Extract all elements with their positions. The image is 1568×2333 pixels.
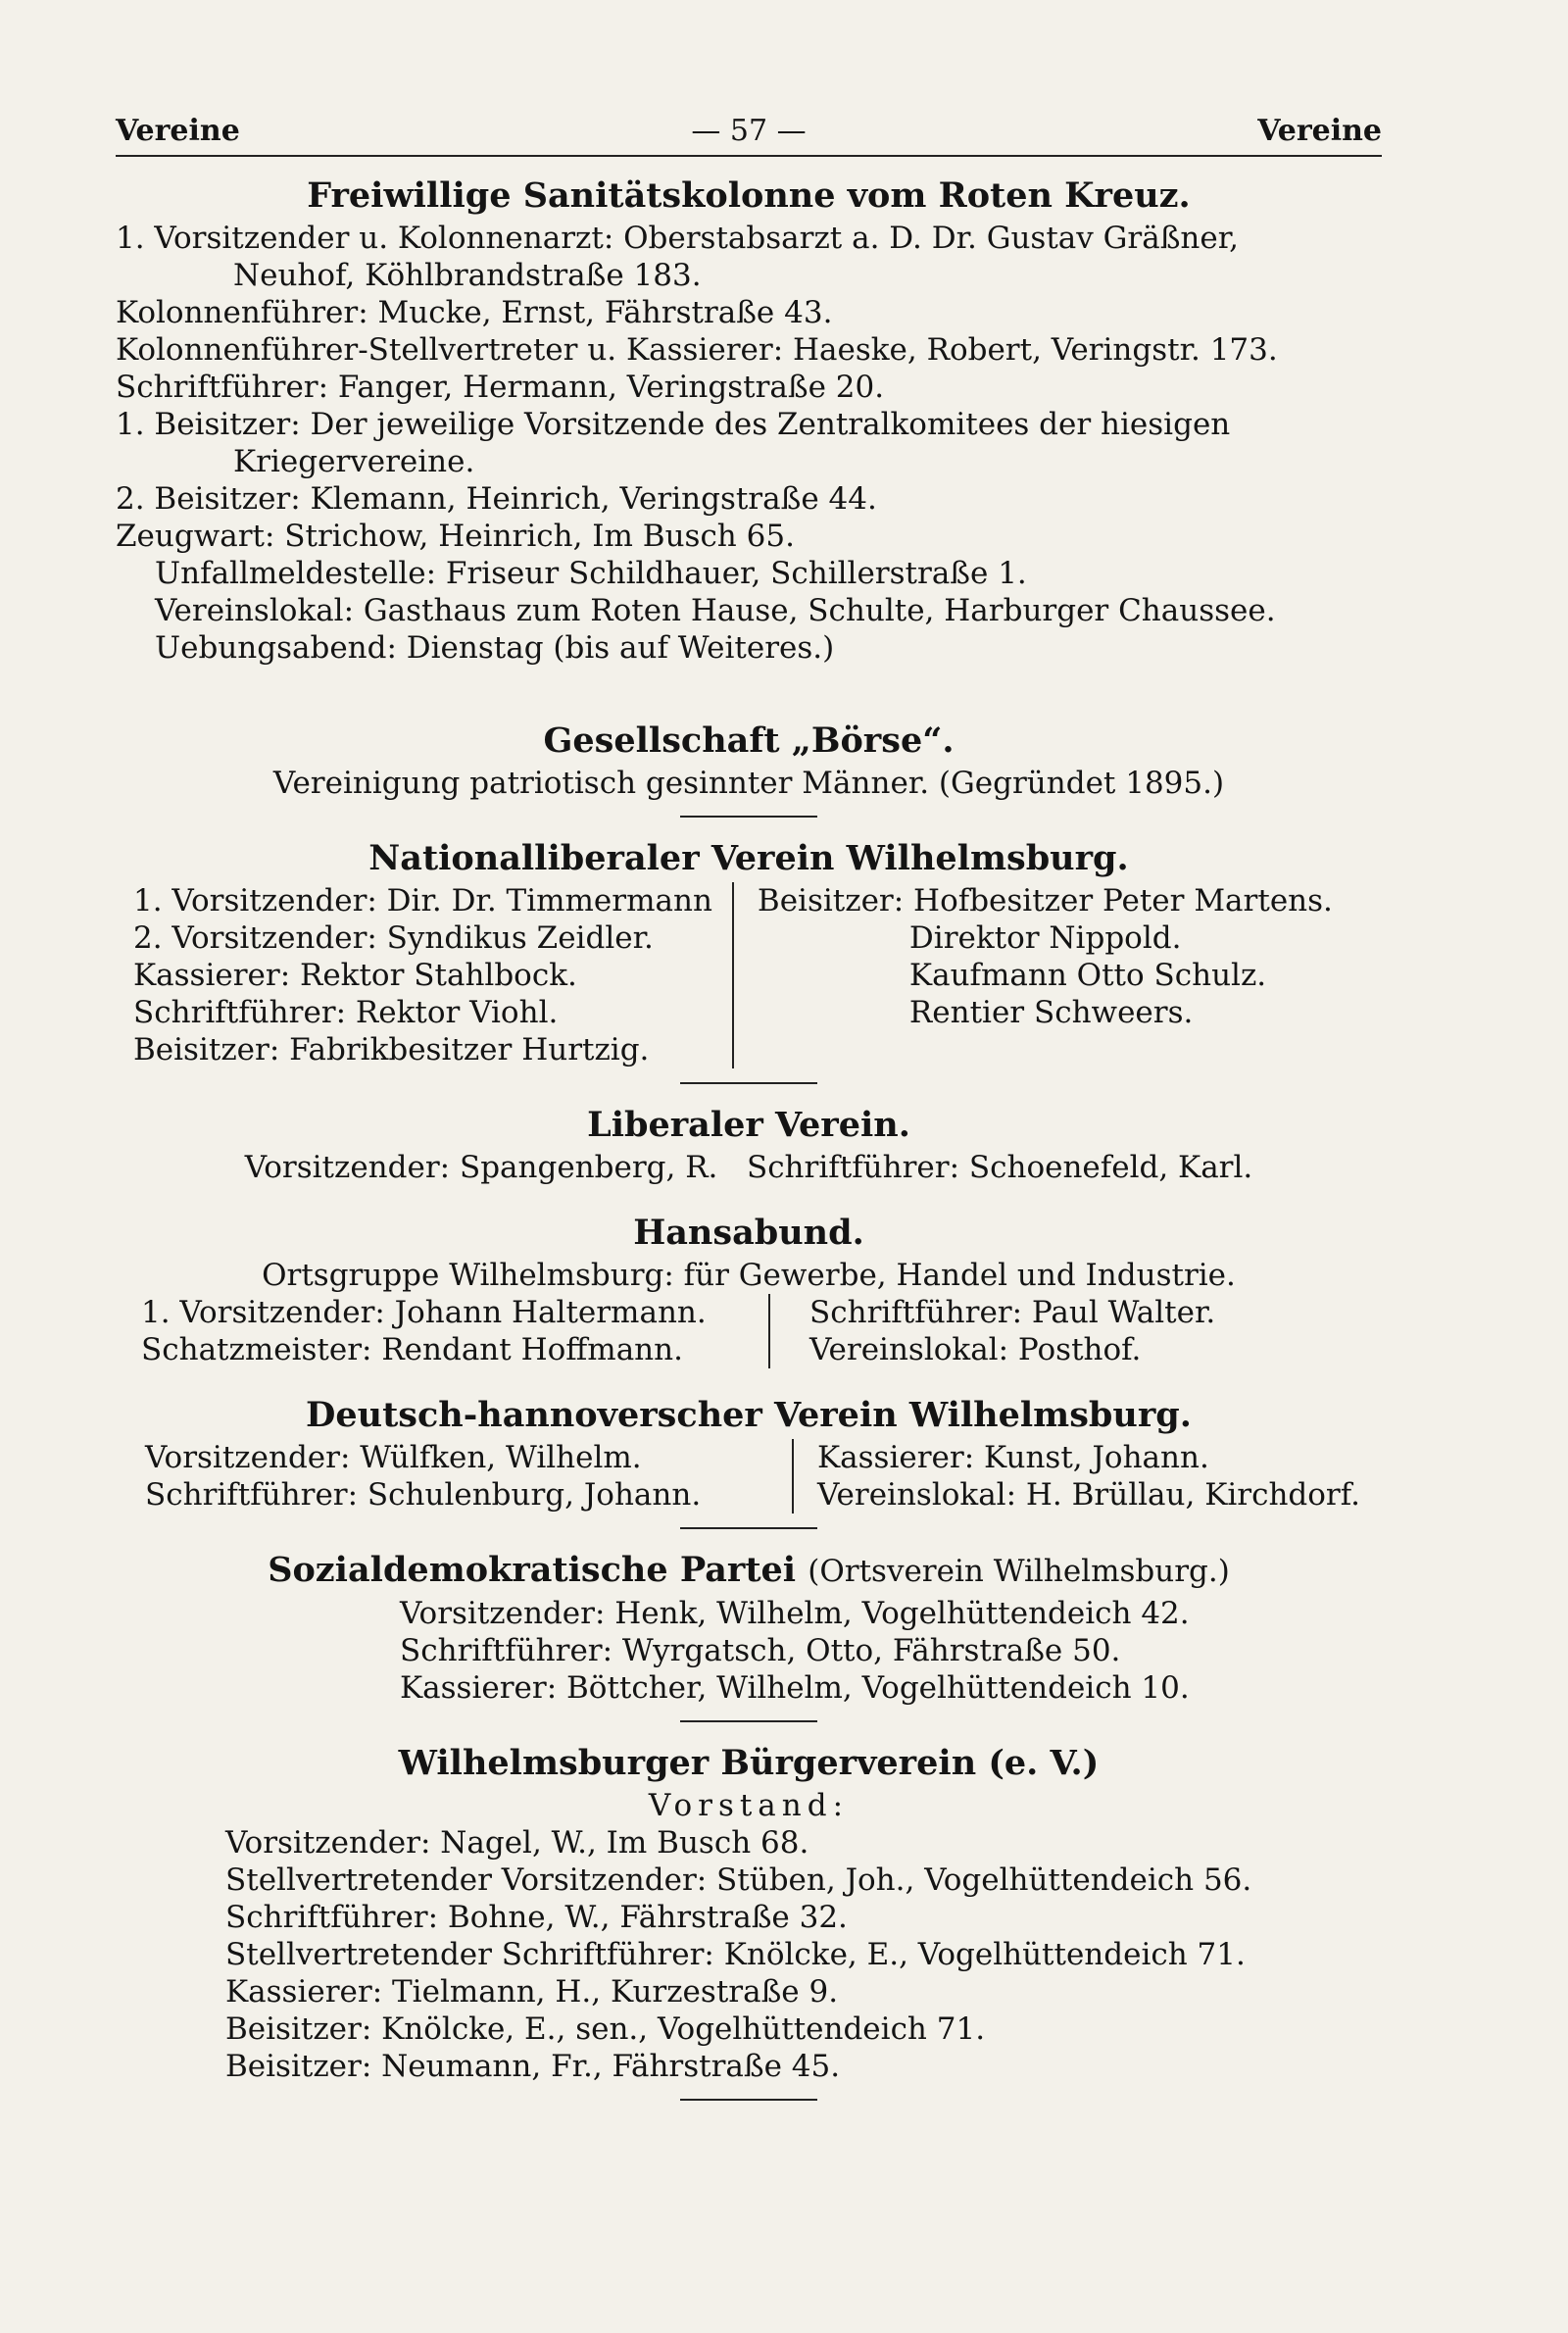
- text-line: Schriftführer: Schulenburg, Johann.: [145, 1477, 702, 1513]
- section-spd: [116, 1547, 1382, 1707]
- separator-rule: [680, 1720, 817, 1722]
- text-line: 1. Vorsitzender u. Kolonnenarzt: Oberstabsarzt a. D. Dr. Gustav Gräßner,: [116, 221, 1240, 256]
- text-line: Vereinslokal: Posthof.: [809, 1332, 1142, 1367]
- section-title: Freiwillige Sanitätskolonne vom Roten Kreuz.: [307, 175, 1191, 216]
- left-column: [145, 1439, 794, 1514]
- text-line: Rentier Schweers.: [908, 995, 1194, 1030]
- text-line: Zeugwart: Strichow, Heinrich, Im Busch 65.: [116, 519, 795, 554]
- text-line: Kolonnenführer-Stellvertreter u. Kassierer: Haeske, Robert, Veringstr. 173.: [116, 332, 1278, 368]
- page-number: — 57 —: [691, 113, 807, 148]
- text-line: 1. Vorsitzender: Dir. Dr. Timmermann: [133, 883, 712, 918]
- section-boerse: [116, 718, 1382, 802]
- header-rule: [116, 155, 1382, 157]
- section-subtitle: (Ortsverein Wilhelmsburg.): [808, 1554, 1230, 1589]
- text-line: Schatzmeister: Rendant Hoffmann.: [141, 1332, 683, 1367]
- two-column-block: [116, 882, 1382, 1068]
- spacer: [116, 1368, 1382, 1384]
- section-hansabund: [116, 1210, 1382, 1368]
- line-group: [116, 1824, 1382, 2085]
- text-line: Uebungsabend: Dienstag (bis auf Weiteres.): [155, 630, 835, 666]
- text-line: Direktor Nippold.: [908, 920, 1182, 956]
- section-title-main: Sozialdemokratische Partei: [268, 1550, 797, 1590]
- page-header: [116, 106, 1382, 155]
- two-column-block: [116, 1294, 1382, 1368]
- line-group: [116, 1595, 1382, 1707]
- text-line: Kassierer: Tielmann, H., Kurzestraße 9.: [225, 1974, 839, 2010]
- text-line: Ortsgruppe Wilhelmsburg: für Gewerbe, Handel und Industrie.: [262, 1258, 1236, 1293]
- left-column: [141, 1294, 770, 1368]
- section-title: Nationalliberaler Verein Wilhelmsburg.: [368, 838, 1129, 878]
- separator-rule: [680, 1527, 817, 1529]
- text-line: Vorsitzender: Nagel, W., Im Busch 68.: [225, 1825, 809, 1861]
- vorstand-label: Vorstand:: [648, 1788, 850, 1823]
- text-line: 1. Beisitzer: Der jeweilige Vorsitzende des Zentralkomitees der hiesigen: [116, 407, 1231, 442]
- text-line: Neuhof, Köhlbrandstraße 183.: [233, 258, 702, 293]
- text-line: Beisitzer: Fabrikbesitzer Hurtzig.: [133, 1032, 650, 1067]
- text-line: Schriftführer: Paul Walter.: [809, 1295, 1216, 1330]
- text-line: Beisitzer: Knölcke, E., sen., Vogelhüttendeich 71.: [225, 2011, 986, 2047]
- text-line: 2. Vorsitzender: Syndikus Zeidler.: [133, 920, 654, 956]
- section-title: Hansabund.: [633, 1213, 864, 1253]
- text-line: Beisitzer: Hofbesitzer Peter Martens.: [757, 883, 1333, 918]
- separator-rule: [680, 2099, 817, 2101]
- two-column-block: [116, 1439, 1382, 1514]
- left-column: [133, 882, 734, 1068]
- header-left: Vereine: [116, 113, 240, 148]
- text-line: Beisitzer: Neumann, Fr., Fährstraße 45.: [225, 2049, 841, 2084]
- section-title: Wilhelmsburger Bürgerverein (e. V.): [398, 1743, 1100, 1783]
- text-line: Kassierer: Rektor Stahlbock.: [133, 958, 577, 993]
- text-line: Kaufmann Otto Schulz.: [908, 958, 1267, 993]
- text-line: Kolonnenführer: Mucke, Ernst, Fährstraße 43.: [116, 295, 833, 330]
- text-line: Vorsitzender: Spangenberg, R. Schriftführer: Schoenefeld, Karl.: [244, 1150, 1253, 1185]
- section-buergerverein: [116, 1740, 1382, 2085]
- right-column: [794, 1439, 1360, 1514]
- text-line: Schriftführer: Fanger, Hermann, Veringstraße 20.: [116, 370, 885, 405]
- section-title: Deutsch-hannoverscher Verein Wilhelmsburg.: [306, 1395, 1192, 1435]
- right-column: [734, 882, 1333, 1068]
- spacer: [116, 667, 1382, 710]
- section-hannover: [116, 1392, 1382, 1514]
- text-line: Schriftführer: Bohne, W., Fährstraße 32.: [225, 1900, 848, 1935]
- section-title: Liberaler Verein.: [587, 1105, 910, 1145]
- spacer: [116, 1186, 1382, 1202]
- section-title: Gesellschaft „Börse“.: [543, 720, 955, 761]
- text-line: Kriegervereine.: [233, 444, 475, 479]
- section-sanitaetskolonne: [116, 173, 1382, 667]
- text-line: Schriftführer: Rektor Viohl.: [133, 995, 559, 1030]
- section-liberal: [116, 1102, 1382, 1186]
- text-line: Vereinslokal: H. Brüllau, Kirchdorf.: [817, 1477, 1360, 1513]
- separator-rule: [680, 1082, 817, 1084]
- header-right: Vereine: [1257, 113, 1382, 148]
- text-line: 2. Beisitzer: Klemann, Heinrich, Veringstraße 44.: [116, 481, 877, 517]
- text-line: Kassierer: Böttcher, Wilhelm, Vogelhüttendeich 10.: [400, 1670, 1190, 1706]
- text-line: Stellvertretender Vorsitzender: Stüben, Joh., Vogelhüttendeich 56.: [225, 1862, 1252, 1898]
- text-line: Vereinigung patriotisch gesinnter Männer. (Gegründet 1895.): [272, 766, 1225, 801]
- text-line: Schriftführer: Wyrgatsch, Otto, Fährstraße 50.: [400, 1633, 1121, 1668]
- text-line: Unfallmeldestelle: Friseur Schildhauer, Schillerstraße 1.: [155, 556, 1027, 591]
- text-line: Vorsitzender: Wülfken, Wilhelm.: [145, 1440, 642, 1475]
- text-line: Kassierer: Kunst, Johann.: [817, 1440, 1209, 1475]
- text-line: Vereinslokal: Gasthaus zum Roten Hause, Schulte, Harburger Chaussee.: [155, 593, 1276, 628]
- right-column: [770, 1294, 1215, 1368]
- text-line: Stellvertretender Schriftführer: Knölcke, E., Vogelhüttendeich 71.: [225, 1937, 1246, 1972]
- section-title: [116, 1547, 1382, 1595]
- section-nationalliberal: [116, 835, 1382, 1068]
- text-line: Vorsitzender: Henk, Wilhelm, Vogelhüttendeich 42.: [400, 1596, 1190, 1631]
- text-line: 1. Vorsitzender: Johann Haltermann.: [141, 1295, 707, 1330]
- separator-rule: [680, 816, 817, 818]
